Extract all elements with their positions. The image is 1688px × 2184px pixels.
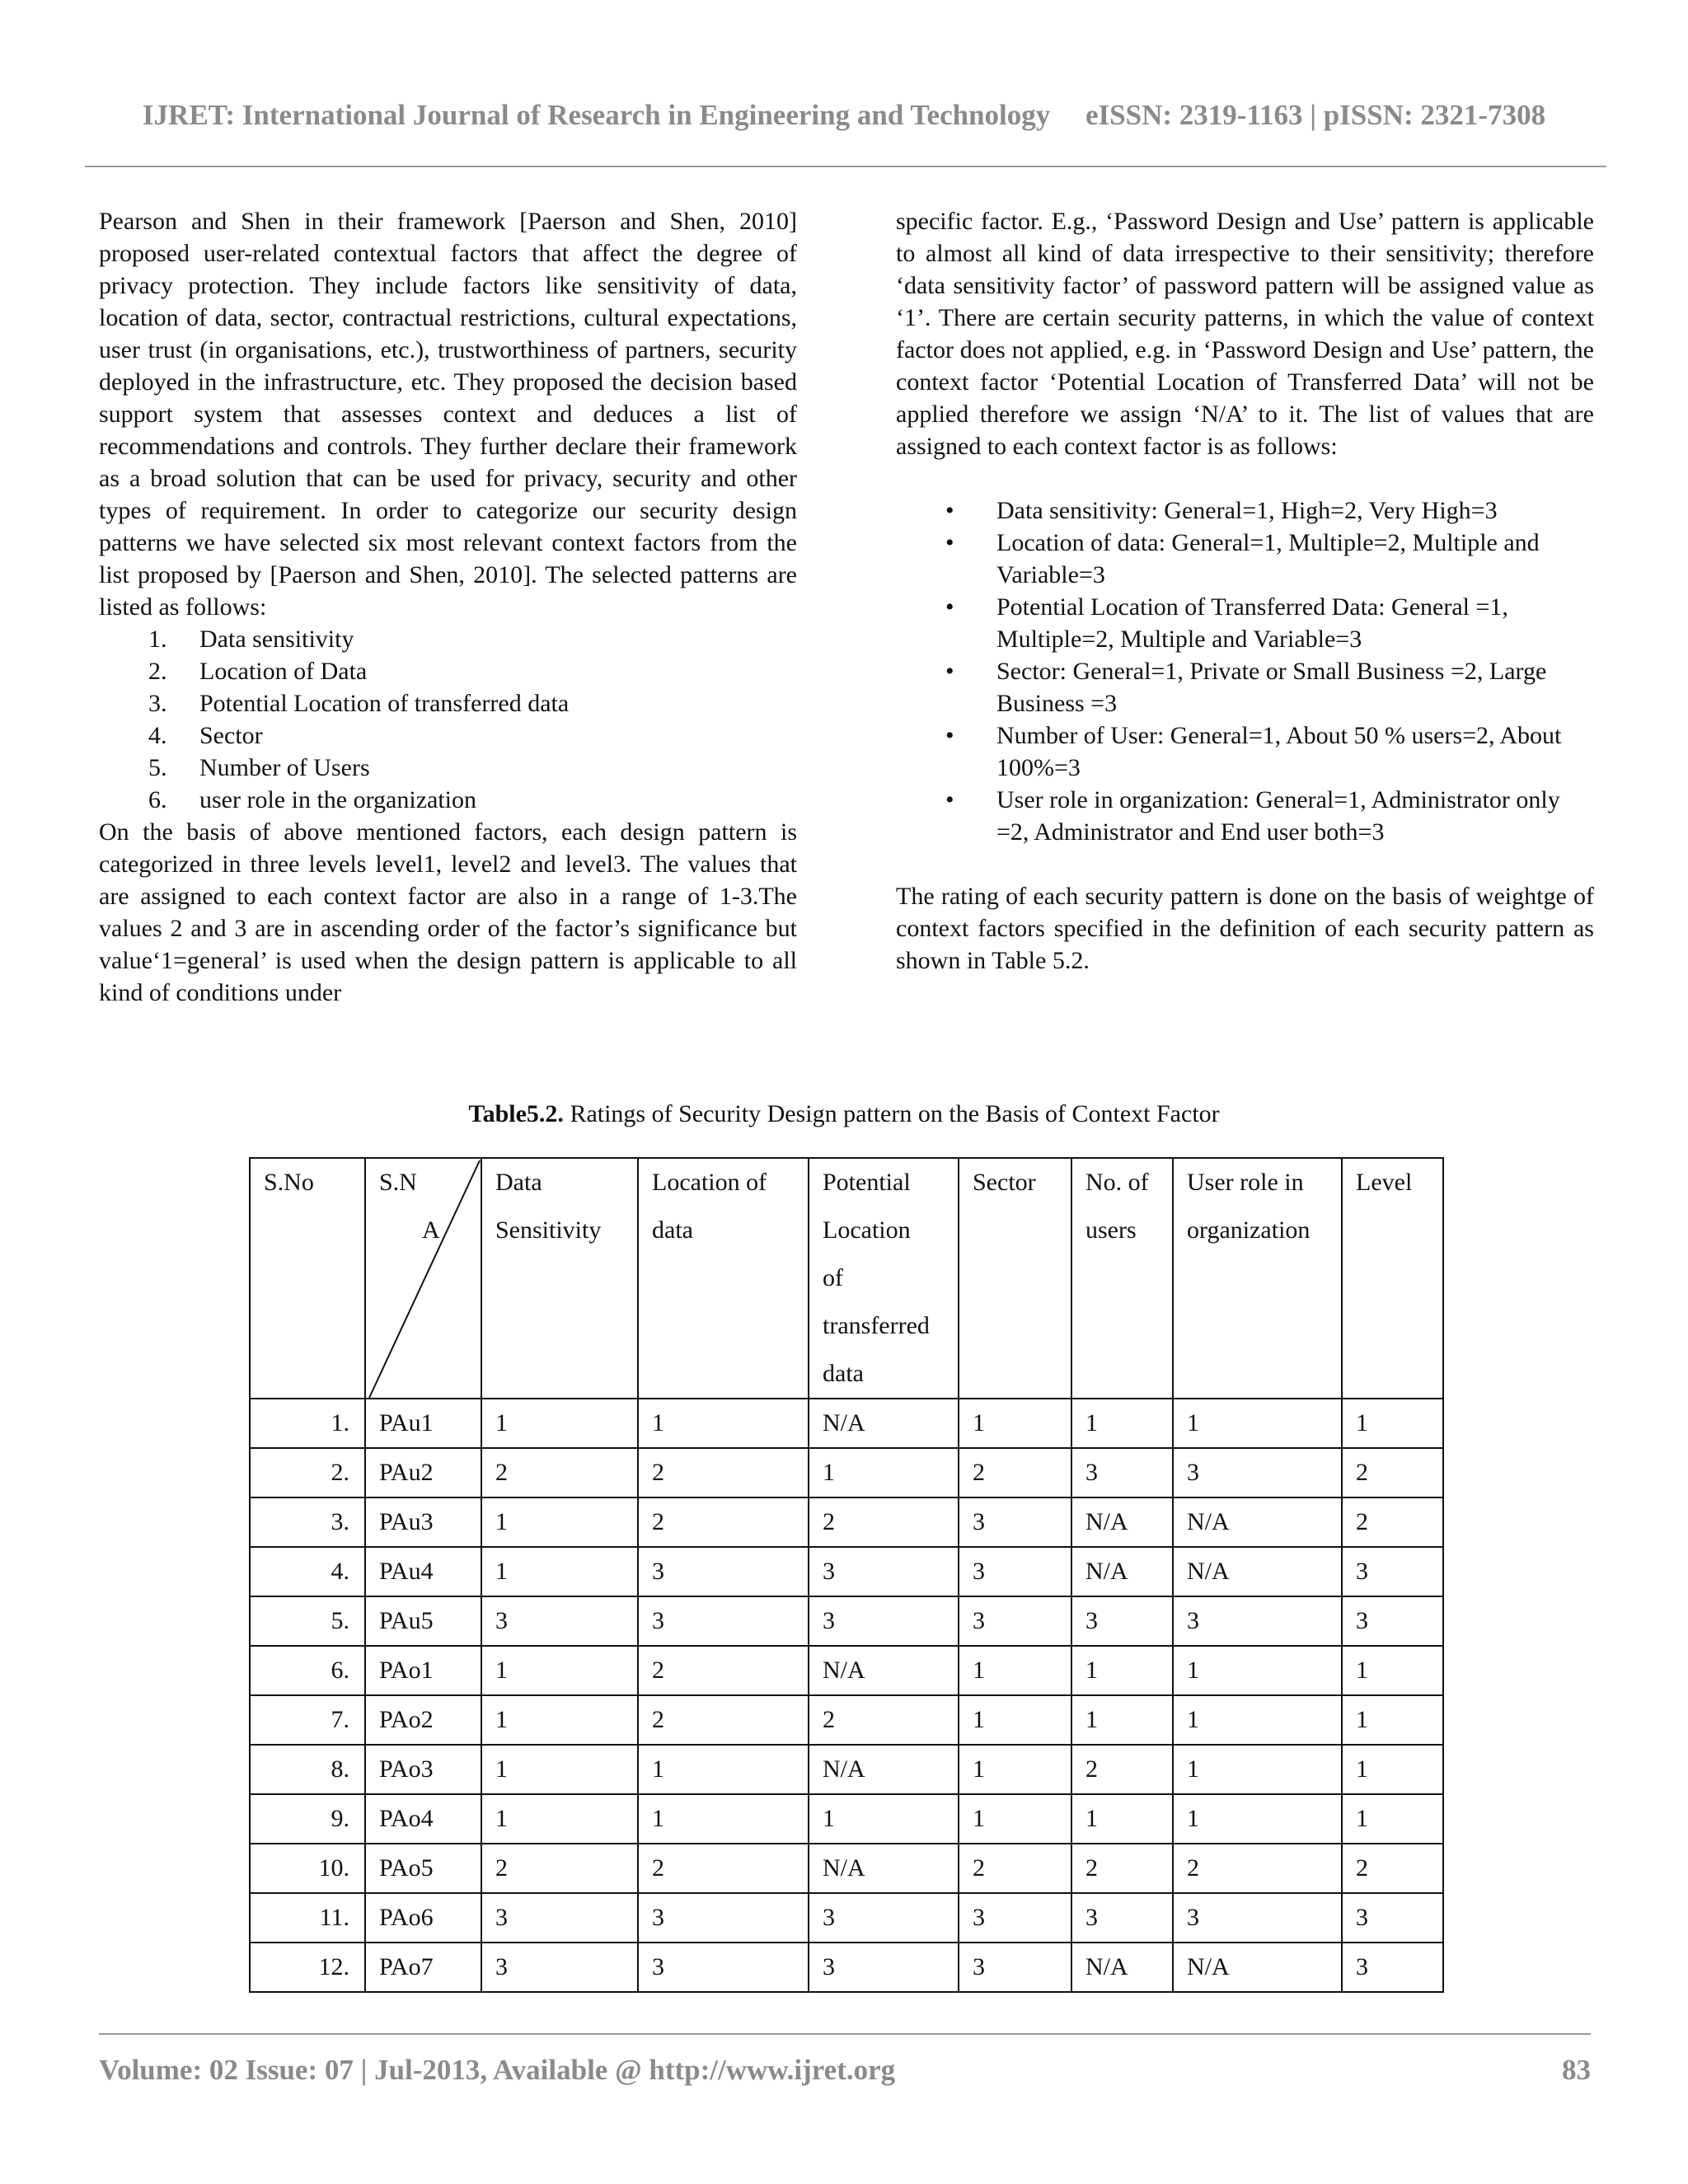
factor-item — [99, 752, 797, 784]
factor-text: user role in the organization — [199, 786, 477, 813]
right-paragraph-2: The rating of each security pattern is done on the basis of weightge of context factors specified in the definition of each security pattern as shown in Table 5.2. — [896, 883, 1594, 974]
table-row — [250, 1399, 1443, 1448]
row-number: 2. — [250, 1448, 365, 1497]
factor-value-text: Location of data: General=1, Multiple=2, Multiple and Variable=3 — [996, 529, 1540, 588]
factor-number: 3. — [148, 690, 167, 717]
header-sn-top: S.N — [379, 1169, 417, 1196]
factor-value-item — [896, 655, 1594, 719]
header-line: Potential — [823, 1169, 911, 1196]
row-number: 8. — [250, 1745, 365, 1794]
rating-cell: 1 — [481, 1745, 638, 1794]
row-number: 1. — [250, 1399, 365, 1448]
header-cell — [1173, 1158, 1342, 1399]
rating-cell: 2 — [638, 1695, 809, 1745]
row-number: 12. — [250, 1943, 365, 1992]
row-number: 6. — [250, 1646, 365, 1695]
table-row — [250, 1497, 1443, 1547]
row-number: 4. — [250, 1547, 365, 1596]
rating-cell: 3 — [1342, 1943, 1443, 1992]
rating-cell: 1 — [959, 1695, 1071, 1745]
rating-cell: N/A — [809, 1646, 959, 1695]
header-cell — [638, 1158, 809, 1399]
journal-title: IJRET: International Journal of Research in Engineering and Technology — [142, 99, 1051, 131]
header-line: users — [1085, 1216, 1137, 1244]
rating-cell: 2 — [1342, 1448, 1443, 1497]
table-caption-label: Table5.2. — [468, 1100, 564, 1127]
rating-cell: N/A — [1071, 1943, 1173, 1992]
factor-number: 5. — [148, 754, 167, 781]
pattern-id: PAo7 — [365, 1943, 481, 1992]
pattern-id: PAo5 — [365, 1844, 481, 1893]
pattern-id: PAo4 — [365, 1794, 481, 1844]
factor-item — [99, 687, 797, 719]
rating-cell: 1 — [1342, 1399, 1443, 1448]
pattern-id: PAo2 — [365, 1695, 481, 1745]
rating-cell: 1 — [1173, 1794, 1342, 1844]
rating-cell: 2 — [481, 1844, 638, 1893]
table-row — [250, 1794, 1443, 1844]
rating-cell: 3 — [809, 1943, 959, 1992]
rating-cell: 1 — [959, 1399, 1071, 1448]
pattern-id: PAu5 — [365, 1596, 481, 1646]
rating-cell: 3 — [809, 1893, 959, 1943]
factor-text: Data sensitivity — [199, 626, 354, 653]
factor-value-item — [896, 591, 1594, 655]
rating-cell: 3 — [1173, 1893, 1342, 1943]
right-paragraph-1: specific factor. E.g., ‘Password Design and Use’ pattern is applicable to almost all kind of data irrespective to their sensitivity; therefore ‘data sensitivity factor’ of password pattern will be assigned value as ‘1’. There are certain security patterns, in which the value of context factor does not applied, e.g. in ‘Password Design and Use’ pattern, the context factor ‘Potential Location of Transferred Data’ will not be applied therefore we assign ‘N/A’ to it. The list of values that are assigned to each context factor is as follows: — [896, 208, 1594, 460]
header-line: transferred — [823, 1312, 930, 1339]
rating-cell: 1 — [959, 1794, 1071, 1844]
header-cell — [809, 1158, 959, 1399]
rating-cell: 3 — [638, 1943, 809, 1992]
rating-cell: 3 — [1342, 1596, 1443, 1646]
header-line: organization — [1187, 1216, 1311, 1244]
rating-cell: 1 — [1342, 1646, 1443, 1695]
context-factor-list — [99, 623, 797, 816]
rating-cell: 3 — [481, 1943, 638, 1992]
factor-value-item — [896, 784, 1594, 848]
rating-cell: 3 — [1173, 1596, 1342, 1646]
rating-cell: 1 — [638, 1399, 809, 1448]
rating-cell: 1 — [481, 1695, 638, 1745]
rating-cell: 1 — [1071, 1695, 1173, 1745]
row-number: 10. — [250, 1844, 365, 1893]
header-line: Data — [495, 1169, 542, 1196]
left-paragraph-1: Pearson and Shen in their framework [Paerson and Shen, 2010] proposed user-related contextual factors that affect the degree of privacy protection. They include factors like sensitivity of data, location of data, sector, contractual restrictions, cultural expectations, user trust (in organisations, etc.), trustworthiness of partners, security deployed in the infrastructure, etc. They proposed the decision based support system that assesses context and deduces a list of recommendations and controls. They further declare their framework as a broad solution that can be used for privacy, security and other types of requirement. In order to categorize our security design patterns we have selected six most relevant context factors from the list proposed by [Paerson and Shen, 2010]. The selected patterns are listed as follows: — [99, 208, 797, 621]
rating-cell: 3 — [1071, 1448, 1173, 1497]
factor-item — [99, 655, 797, 687]
factor-value-text: Sector: General=1, Private or Small Business =2, Large Business =3 — [996, 658, 1547, 717]
factor-value-item — [896, 494, 1594, 527]
header-line: of — [823, 1264, 843, 1291]
rating-cell: 3 — [1071, 1893, 1173, 1943]
rating-cell: 3 — [959, 1497, 1071, 1547]
rating-cell: 2 — [809, 1497, 959, 1547]
header-line: Location — [823, 1216, 911, 1244]
rating-cell: 3 — [638, 1893, 809, 1943]
factor-text: Location of Data — [199, 658, 368, 685]
rating-cell: 1 — [481, 1497, 638, 1547]
rating-cell: 2 — [481, 1448, 638, 1497]
rating-cell: 2 — [638, 1844, 809, 1893]
rating-cell: N/A — [1173, 1497, 1342, 1547]
header-cell — [959, 1158, 1071, 1399]
rating-cell: 1 — [959, 1646, 1071, 1695]
running-header — [0, 97, 1688, 134]
table-row — [250, 1893, 1443, 1943]
rating-cell: 1 — [1342, 1745, 1443, 1794]
header-line: Sensitivity — [495, 1216, 602, 1244]
factor-number: 4. — [148, 722, 167, 749]
rating-cell: N/A — [1071, 1547, 1173, 1596]
row-number: 3. — [250, 1497, 365, 1547]
left-column — [99, 205, 797, 1009]
factor-item — [99, 719, 797, 752]
table-caption-text: Ratings of Security Design pattern on the Basis of Context Factor — [563, 1100, 1220, 1127]
header-rule — [85, 166, 1606, 167]
rating-cell: 1 — [809, 1448, 959, 1497]
header-cell — [1342, 1158, 1443, 1399]
rating-cell: 1 — [638, 1794, 809, 1844]
row-number: 9. — [250, 1794, 365, 1844]
rating-cell: 1 — [1173, 1646, 1342, 1695]
rating-cell: N/A — [809, 1399, 959, 1448]
rating-cell: N/A — [1173, 1943, 1342, 1992]
factor-number: 1. — [148, 626, 167, 653]
table-row — [250, 1943, 1443, 1992]
rating-cell: 3 — [481, 1893, 638, 1943]
factor-number: 6. — [148, 786, 167, 813]
rating-cell: 3 — [638, 1596, 809, 1646]
footer-rule — [99, 2033, 1591, 2035]
table-row — [250, 1695, 1443, 1745]
row-number: 7. — [250, 1695, 365, 1745]
header-cell — [481, 1158, 638, 1399]
bullet-icon: • — [945, 786, 954, 813]
header-sn-diagonal — [365, 1158, 481, 1399]
rating-cell: 1 — [959, 1745, 1071, 1794]
factor-text: Number of Users — [199, 754, 370, 781]
factor-number: 2. — [148, 658, 167, 685]
rating-cell: 3 — [809, 1596, 959, 1646]
table-row — [250, 1448, 1443, 1497]
row-number: 11. — [250, 1893, 365, 1943]
rating-cell: 3 — [1173, 1448, 1342, 1497]
header-line: Sector — [973, 1169, 1036, 1196]
rating-cell: N/A — [809, 1844, 959, 1893]
rating-cell: 1 — [481, 1794, 638, 1844]
header-line: Level — [1356, 1169, 1413, 1196]
factor-values-list — [896, 494, 1594, 848]
rating-cell: 1 — [1342, 1794, 1443, 1844]
rating-cell: 2 — [959, 1448, 1071, 1497]
factor-value-text: Number of User: General=1, About 50 % users=2, About 100%=3 — [996, 722, 1562, 781]
factor-value-text: User role in organization: General=1, Administrator only =2, Administrator and End user both=3 — [996, 786, 1560, 846]
bullet-icon: • — [945, 497, 954, 524]
factor-text: Sector — [199, 722, 263, 749]
table-header — [250, 1158, 1443, 1399]
rating-cell: 1 — [1071, 1399, 1173, 1448]
rating-cell: 2 — [1071, 1745, 1173, 1794]
issn: eISSN: 2319-1163 | pISSN: 2321-7308 — [1085, 99, 1546, 131]
rating-cell: 1 — [1071, 1646, 1173, 1695]
rating-cell: N/A — [1173, 1547, 1342, 1596]
rating-cell: 1 — [1173, 1695, 1342, 1745]
footer-volume: Volume: 02 Issue: 07 | Jul-2013, Available @ http://www.ijret.org — [99, 2054, 896, 2086]
rating-cell: 1 — [1071, 1794, 1173, 1844]
rating-cell: 1 — [809, 1794, 959, 1844]
factor-value-item — [896, 527, 1594, 591]
bullet-icon: • — [945, 722, 954, 749]
right-column — [896, 205, 1594, 977]
header-sno: S.No — [250, 1158, 365, 1399]
pattern-id: PAo6 — [365, 1893, 481, 1943]
table-body — [250, 1399, 1443, 1992]
rating-cell: 2 — [1071, 1844, 1173, 1893]
factor-value-text: Potential Location of Transferred Data: General =1, Multiple=2, Multiple and Variable=3 — [996, 593, 1508, 653]
rating-cell: 2 — [959, 1844, 1071, 1893]
rating-cell: 3 — [809, 1547, 959, 1596]
header-line: Location of — [652, 1169, 767, 1196]
factor-item — [99, 623, 797, 655]
header-line: User role in — [1187, 1169, 1304, 1196]
pattern-id: PAu3 — [365, 1497, 481, 1547]
factor-value-text: Data sensitivity: General=1, High=2, Very High=3 — [996, 497, 1498, 524]
rating-cell: 3 — [959, 1943, 1071, 1992]
rating-cell: 3 — [1342, 1547, 1443, 1596]
rating-cell: N/A — [809, 1745, 959, 1794]
rating-cell: 3 — [959, 1547, 1071, 1596]
row-number: 5. — [250, 1596, 365, 1646]
rating-cell: 3 — [1071, 1596, 1173, 1646]
pattern-id: PAo3 — [365, 1745, 481, 1794]
rating-cell: 3 — [959, 1893, 1071, 1943]
left-paragraph-2: On the basis of above mentioned factors, each design pattern is categorized in three levels level1, level2 and level3. The values that are assigned to each context factor are also in a range of 1-3.The values 2 and 3 are in ascending order of the factor’s significance but value‘1=general’ is used when the design pattern is applicable to all kind of conditions under — [99, 818, 797, 1006]
running-footer — [99, 2052, 1591, 2088]
rating-cell: 2 — [1342, 1844, 1443, 1893]
rating-cell: 3 — [481, 1596, 638, 1646]
rating-cell: 1 — [481, 1646, 638, 1695]
rating-cell: 2 — [638, 1448, 809, 1497]
header-line: No. of — [1085, 1169, 1149, 1196]
rating-cell: 1 — [481, 1399, 638, 1448]
bullet-icon: • — [945, 529, 954, 556]
rating-cell: 3 — [959, 1596, 1071, 1646]
table-row — [250, 1547, 1443, 1596]
page-number: 83 — [1562, 2054, 1591, 2086]
rating-cell: 1 — [1173, 1399, 1342, 1448]
header-cell — [1071, 1158, 1173, 1399]
table-caption — [0, 1098, 1688, 1130]
table-row — [250, 1745, 1443, 1794]
rating-cell: 3 — [1342, 1893, 1443, 1943]
header-sn-bottom: A — [422, 1216, 440, 1244]
rating-cell: 2 — [638, 1646, 809, 1695]
table-row — [250, 1844, 1443, 1893]
rating-cell: 2 — [1173, 1844, 1342, 1893]
factor-value-item — [896, 719, 1594, 784]
rating-cell: 1 — [638, 1745, 809, 1794]
rating-cell: 1 — [1342, 1695, 1443, 1745]
pattern-id: PAo1 — [365, 1646, 481, 1695]
pattern-id: PAu4 — [365, 1547, 481, 1596]
rating-cell: 2 — [1342, 1497, 1443, 1547]
rating-cell: 2 — [809, 1695, 959, 1745]
ratings-table — [249, 1157, 1444, 1993]
rating-cell: 3 — [638, 1547, 809, 1596]
factor-text: Potential Location of transferred data — [199, 690, 570, 717]
pattern-id: PAu2 — [365, 1448, 481, 1497]
bullet-icon: • — [945, 658, 954, 685]
bullet-icon: • — [945, 593, 954, 621]
rating-cell: 2 — [638, 1497, 809, 1547]
factor-item — [99, 784, 797, 816]
rating-cell: N/A — [1071, 1497, 1173, 1547]
header-line: data — [823, 1360, 864, 1387]
pattern-id: PAu1 — [365, 1399, 481, 1448]
header-line: data — [652, 1216, 693, 1244]
table-row — [250, 1596, 1443, 1646]
table-row — [250, 1646, 1443, 1695]
rating-cell: 1 — [481, 1547, 638, 1596]
rating-cell: 1 — [1173, 1745, 1342, 1794]
